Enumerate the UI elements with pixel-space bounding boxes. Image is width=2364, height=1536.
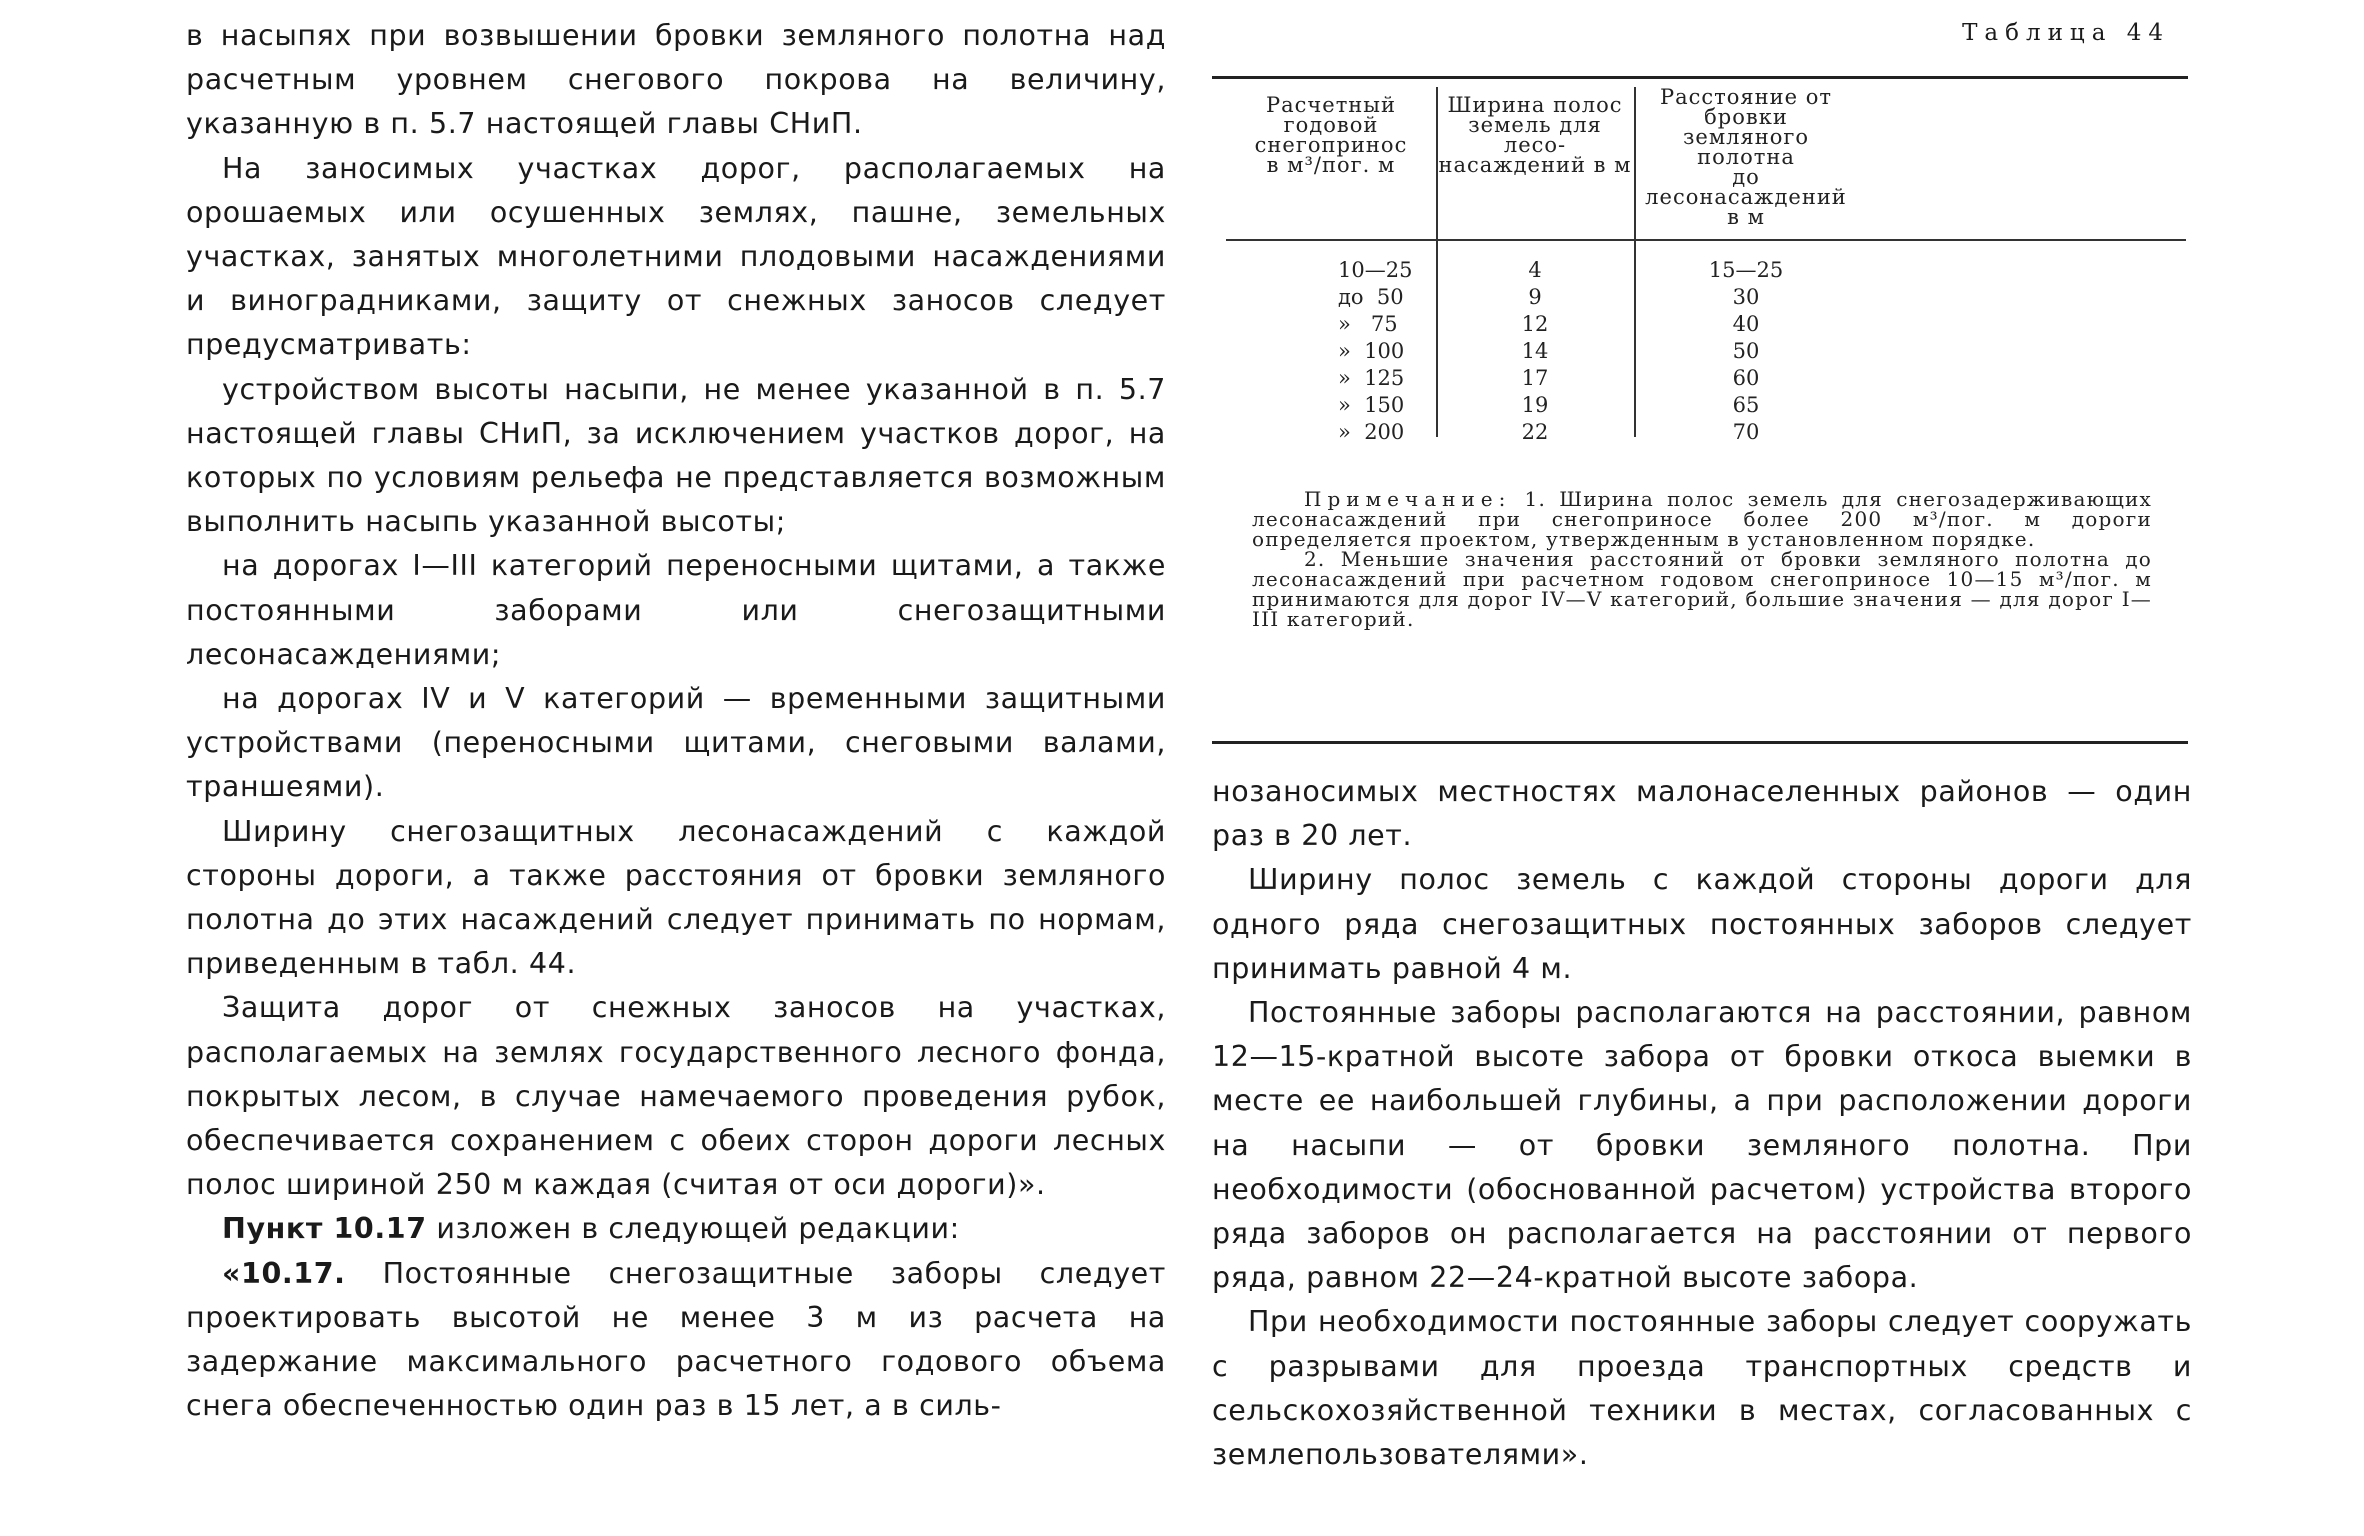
paragraph: Ширину снегозащитных лесонасаждений с каждой стороны дороги, а также расстояния от бровки земляного полотна до этих насаждений следует принимать по нормам, приведенным в табл. 44. — [186, 814, 1166, 981]
clause-text: Постоянные снегозащитные заборы следует проектировать высотой не менее 3 м из расчета на задержание максимального расчетного годового объема снега обеспеченностью один раз в 15 лет, а в силь- — [186, 1256, 1166, 1423]
column-distance — [1634, 257, 1858, 446]
table-cell: » 100 — [1338, 339, 1405, 363]
paragraph: нозаносимых местностях малонаселенных районов — один раз в 20 лет. — [1212, 775, 2192, 853]
table-cell: 70 — [1732, 420, 1760, 444]
table-cell: 14 — [1521, 339, 1549, 363]
table-cell: 9 — [1528, 285, 1542, 309]
table-cell: » 150 — [1338, 393, 1405, 417]
paragraph: Защита дорог от снежных заносов на участках, располагаемых на землях государственного лесного фонда, покрытых лесом, в случае намечаемого проведения рубок, обеспечивается сохранением с обеих сторон дороги лесных полос шириной 250 м каждая (считая от оси дороги)». — [186, 991, 1166, 1202]
table-cell: 40 — [1732, 312, 1760, 336]
table-cell: 12 — [1521, 312, 1549, 336]
table-header — [1226, 87, 2186, 241]
table-note — [1252, 489, 2152, 629]
clause-number: Пункт 10.17 — [222, 1212, 427, 1246]
table-caption: Таблица 44 — [1962, 20, 2170, 46]
table-cell: 15—25 — [1708, 258, 1784, 282]
clause-10-17 — [186, 1252, 1166, 1429]
table-cell: » 75 — [1338, 312, 1398, 336]
right-text-column — [1212, 770, 2192, 1477]
paragraph: Ширину полос земель с каждой стороны дороги для одного ряда снегозащитных постоянных заборов следует принимать равной 4 м. — [1212, 863, 2192, 985]
table-cell: » 125 — [1338, 366, 1405, 390]
table-cell: 60 — [1732, 366, 1760, 390]
table-cell: 30 — [1732, 285, 1760, 309]
table-cell: 17 — [1521, 366, 1549, 390]
note-label: Примечание: — [1304, 487, 1512, 511]
table-cell: 65 — [1732, 393, 1760, 417]
table-cell: 50 — [1732, 339, 1760, 363]
clause-intro-text: изложен в следующей редакции: — [426, 1212, 960, 1246]
paragraph: на дорогах IV и V категорий — временными защитными устройствами (переносными щитами, снеговыми валами, траншеями). — [186, 682, 1166, 804]
column-strip-width — [1436, 257, 1634, 446]
table-cell: » 200 — [1338, 420, 1405, 444]
paragraph: на дорогах I—III категорий переносными щитами, а также постоянными заборами или снегозащитными лесонасаждениями; — [186, 549, 1166, 671]
table-cell: 22 — [1521, 420, 1549, 444]
table-44 — [1212, 76, 2188, 744]
paragraph: При необходимости постоянные заборы следует сооружать с разрывами для проезда транспортных средств и сельскохозяйственной техники в местах, согласованных с землепользователями». — [1212, 1305, 2192, 1472]
note-2: 2. Меньшие значения расстояний от бровки земляного полотна до лесонасаждений при расчетном годовом снегоприносе 10—15 м³/пог. м принимаются для дорог IV—V категорий, большие значения — для дорог I—III категорий. — [1252, 547, 2152, 631]
left-text-column — [186, 14, 1166, 1429]
paragraph: Постоянные заборы располагаются на расстоянии, равном 12—15-кратной высоте забора от бровки откоса выемки в месте ее наибольшей глубины, а при расположении дороги на насыпи — от бровки земляного полотна. При необходимости (обоснованной расчетом) устройства второго ряда заборов он располагается на расстоянии от первого ряда, равном 22—24-кратной высоте забора. — [1212, 996, 2192, 1295]
header-snow-transfer: Расчетный годовой снегопринос в м³/пог. м — [1254, 93, 1408, 177]
table-cell: 10—25 — [1338, 258, 1413, 282]
paragraph: На заносимых участках дорог, располагаемых на орошаемых или осушенных землях, пашне, земельных участках, занятых многолетними плодовыми насаждениями и виноградниками, защиту от снежных заносов следует предусматривать: — [186, 151, 1166, 362]
table-cell: до 50 — [1338, 285, 1404, 309]
clause-number: «10.17. — [222, 1256, 346, 1290]
note-1 — [1252, 489, 2152, 549]
table-cell: 19 — [1521, 393, 1549, 417]
paragraph: в насыпях при возвышении бровки земляного полотна над расчетным уровнем снегового покрова на величину, указанную в п. 5.7 настоящей главы СНиП. — [186, 19, 1166, 141]
paragraph: устройством высоты насыпи, не менее указанной в п. 5.7 настоящей главы СНиП, за исключением участков дорог, на которых по условиям рельефа не представляется возможным выполнить насыпь указанной высоты; — [186, 372, 1166, 539]
header-distance: Расстояние от бровки земляного полотна до лесонасаждений в м — [1645, 85, 1847, 229]
note-1-text: 1. Ширина полос земель для снегозадерживающих лесонасаждений при снегоприносе более 200 м³/пог. м дороги определяется проектом, утвержденным в установленном порядке. — [1252, 487, 2152, 551]
header-strip-width: Ширина полос земель для лесо- насаждений в м — [1438, 93, 1632, 177]
table-cell: 4 — [1528, 258, 1542, 282]
clause-intro — [186, 1207, 1166, 1251]
